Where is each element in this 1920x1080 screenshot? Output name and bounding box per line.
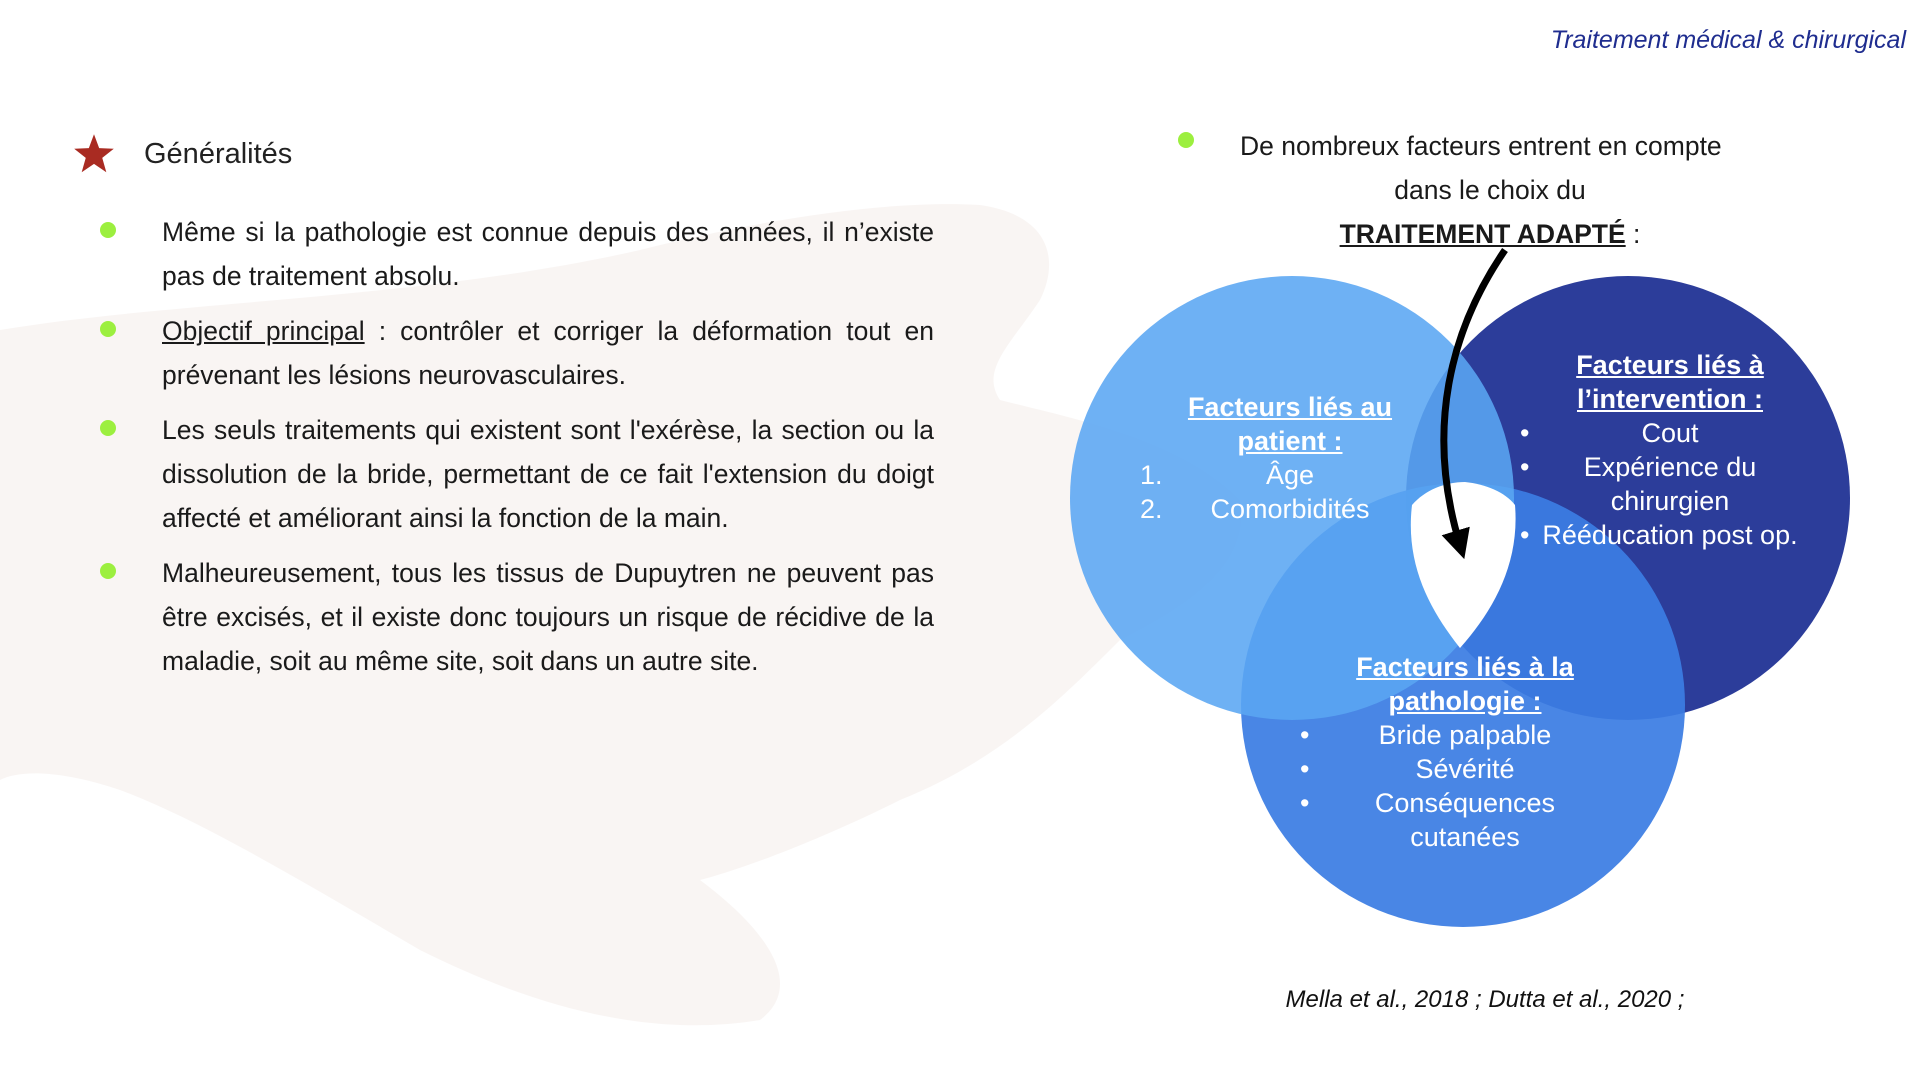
list-item-label: Expérience du — [1583, 452, 1757, 482]
list-marker: • — [1520, 418, 1530, 448]
section-title-text: Généralités — [144, 137, 293, 170]
bullet-item — [100, 309, 934, 397]
pathologie-factors-title: pathologie : — [1388, 686, 1542, 716]
bullet-dot-icon — [100, 420, 116, 436]
intro-block — [1170, 124, 1810, 256]
star-icon — [72, 132, 116, 176]
list-item-label: Âge — [1265, 460, 1315, 490]
bullet-dot-icon — [1178, 132, 1194, 148]
list-item-label: Rééducation post op. — [1542, 520, 1798, 550]
slide-header-title: Traitement médical & chirurgical — [1550, 26, 1906, 54]
list-marker: 1. — [1140, 460, 1163, 490]
objective-text: : contrôler et corriger la déformation tout en prévenant les lésions neurovasculaires. — [162, 316, 934, 390]
list-marker: • — [1520, 520, 1530, 550]
bullet-item — [100, 210, 934, 298]
list-item — [1300, 786, 1630, 820]
list-item — [1520, 518, 1820, 552]
list-marker: • — [1300, 720, 1310, 750]
intro-highlight: TRAITEMENT ADAPTÉ — [1339, 219, 1626, 249]
list-item — [1300, 752, 1630, 786]
list-item-label: chirurgien — [1610, 486, 1730, 516]
list-item-label: Sévérité — [1415, 754, 1515, 784]
citation: Mella et al., 2018 ; Dutta et al., 2020 ; — [1285, 986, 1685, 1013]
patient-factors — [1140, 390, 1440, 526]
pathologie-factors-title: Facteurs liés à la — [1356, 652, 1574, 682]
intervention-factors-title: l’intervention : — [1576, 384, 1763, 414]
list-marker: • — [1300, 788, 1310, 818]
bullet-text: Malheureusement, tous les tissus de Dupuytren ne peuvent pas être excisés, et il existe donc toujours un risque de récidive de la maladie, soit au même site, soit dans un autre site. — [162, 558, 934, 676]
pathologie-factors — [1300, 650, 1630, 854]
list-item — [1520, 416, 1820, 450]
bullet-dot-icon — [100, 563, 116, 579]
bullet-dot-icon — [100, 222, 116, 238]
intro-line: dans le choix du — [1394, 175, 1586, 205]
bullet-text — [162, 309, 934, 397]
list-item — [1140, 458, 1440, 492]
list-item — [1520, 484, 1820, 518]
list-item-label: Bride palpable — [1378, 720, 1552, 750]
list-item-label: Comorbidités — [1210, 494, 1370, 524]
intro-line — [1170, 212, 1810, 256]
intro-line: De nombreux facteurs entrent en compte — [1240, 131, 1722, 161]
bullet-dot-icon — [100, 321, 116, 337]
list-item — [1140, 492, 1440, 526]
bullet-text: Même si la pathologie est connue depuis des années, il n’existe pas de traitement absolu. — [162, 217, 934, 291]
intro-suffix: : — [1625, 219, 1641, 249]
bullet-item — [100, 408, 934, 540]
list-item-label: Cout — [1641, 418, 1699, 448]
list-item — [1520, 450, 1820, 484]
list-marker: • — [1520, 452, 1530, 482]
bullet-item — [100, 551, 934, 683]
list-item-label: Conséquences — [1374, 788, 1556, 818]
patient-factors-title: patient : — [1237, 426, 1343, 456]
patient-factors-title: Facteurs liés au — [1187, 392, 1393, 422]
list-item — [1300, 820, 1630, 854]
intervention-factors-title: Facteurs liés à — [1576, 350, 1764, 380]
bullet-list — [100, 210, 934, 694]
list-marker: • — [1300, 754, 1310, 784]
section-title — [72, 132, 292, 176]
intervention-factors — [1520, 348, 1820, 552]
list-item-label: cutanées — [1410, 822, 1520, 852]
objective-label: Objectif principal — [162, 316, 365, 346]
list-item — [1300, 718, 1630, 752]
list-marker: 2. — [1140, 494, 1163, 524]
bullet-text: Les seuls traitements qui existent sont l'exérèse, la section ou la dissolution de la bride, permettant de ce fait l'extension du doigt affecté et améliorant ainsi la fonction de la main. — [162, 415, 934, 533]
